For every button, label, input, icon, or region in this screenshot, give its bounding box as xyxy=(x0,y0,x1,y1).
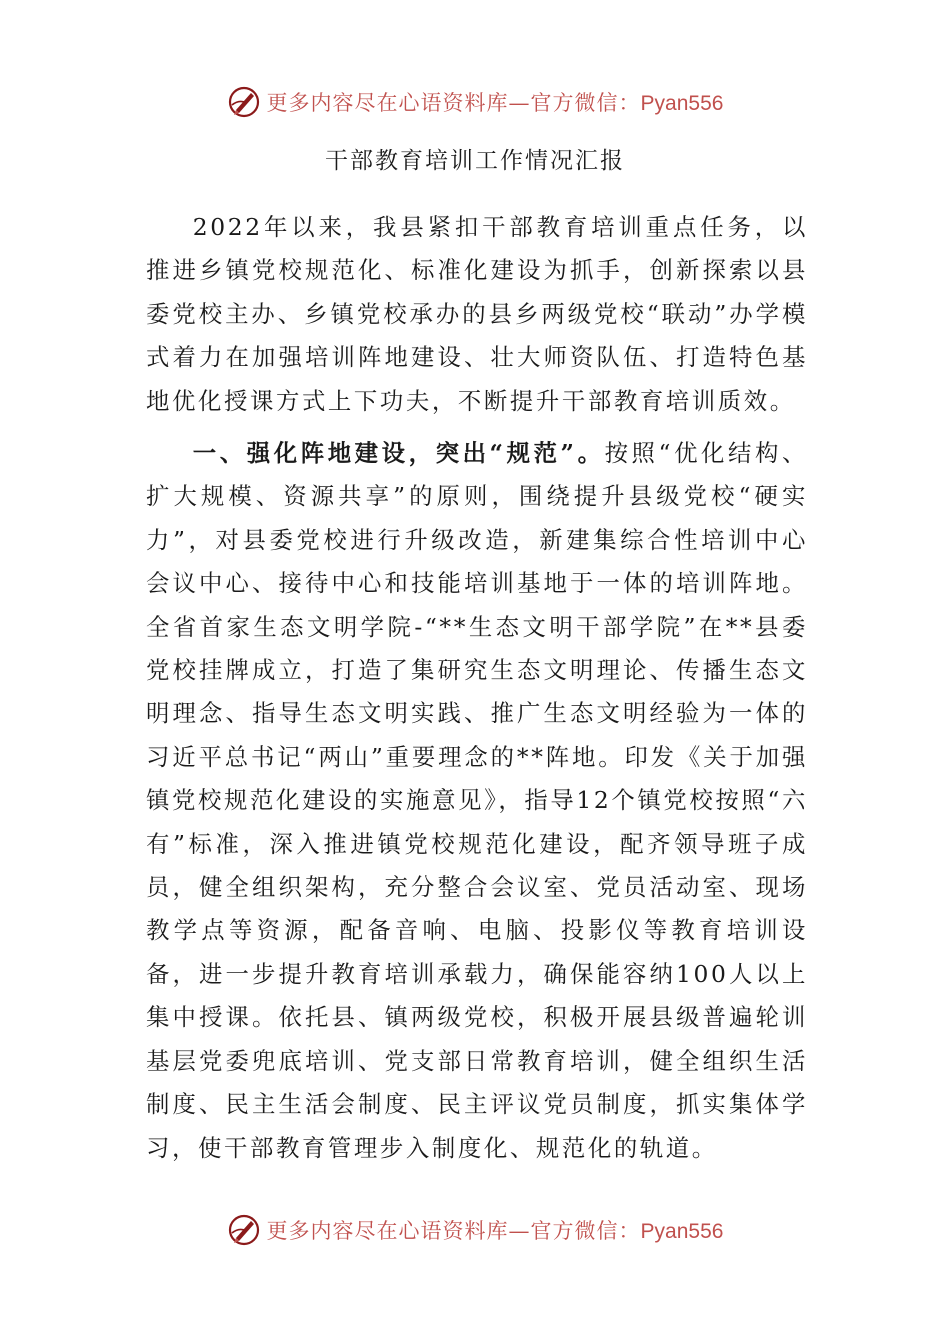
section-1-heading: 一、强化阵地建设，突出“规范”。 xyxy=(192,439,605,467)
intro-paragraph: 2022年以来，我县紧扣干部教育培训重点任务，以推进乡镇党校规范化、标准化建设为抓手，创新探索以县委党校主办、乡镇党校承办的县乡两级党校“联动”办学模式着力在加强培训阵地建设、壮大师资队伍、打造特色基地优化授课方式上下功夫，不断提升干部教育培训质效。 xyxy=(146,213,808,415)
watermark-text: 更多内容尽在心语资料库—官方微信：Pyan556 xyxy=(266,1219,724,1243)
watermark-text: 更多内容尽在心语资料库—官方微信：Pyan556 xyxy=(266,91,724,115)
section-1-paragraph xyxy=(146,432,808,1170)
pen-logo-icon xyxy=(227,85,261,119)
wechat-handle: Pyan556 xyxy=(640,92,724,115)
watermark-banner-top xyxy=(0,82,950,122)
section-1-body: 按照“优化结构、扩大规模、资源共享”的原则，围绕提升县级党校“硬实力”，对县委党校进行升级改造，新建集综合性培训中心会议中心、接待中心和技能培训基地于一体的培训阵地。全省首家生态文明学院-“**生态文明干部学院”在**县委党校挂牌成立，打造了集研究生态文明理论、传播生态文明理念、指导生态文明实践、推广生态文明经验为一体的习近平总书记“两山”重要理念的**阵地。印发《关于加强镇党校规范化建设的实施意见》，指导12个镇党校按照“六有”标准，深入推进镇党校规范化建设，配齐领导班子成员，健全组织架构，充分整合会议室、党员活动室、现场教学点等资源，配备音响、电脑、投影仪等教育培训设备，进一步提升教育培训承载力，确保能容纳100人以上集中授课。依托县、镇两级党校，积极开展县级普遍轮训基层党委兜底培训、党支部日常教育培训，健全组织生活制度、民主生活会制度、民主评议党员制度，抓实集体学习，使干部教育管理步入制度化、规范化的轨道。 xyxy=(146,439,808,1162)
watermark-banner-bottom xyxy=(0,1210,950,1250)
document-title: 干部教育培训工作情况汇报 xyxy=(325,148,625,174)
wechat-handle: Pyan556 xyxy=(640,1220,724,1243)
pen-logo-icon xyxy=(227,1213,261,1247)
